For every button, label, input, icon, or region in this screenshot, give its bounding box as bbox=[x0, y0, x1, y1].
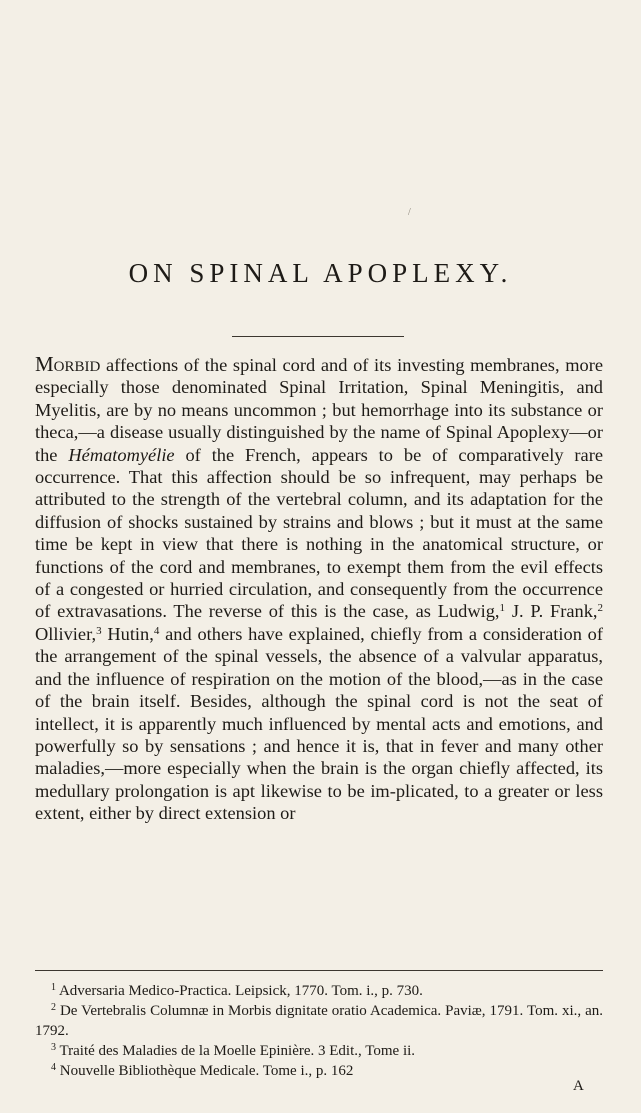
signature-mark: A bbox=[573, 1078, 584, 1094]
body-text-segment: and others have explained, chiefly from a consideration of the arrangement of the spinal vessels, the absence of a valvular apparatus, and the influence of respiration on the motion of the blood,—as in the case of the brain itself. Besides, although the spinal cord is not the seat of intellect, it is apparently much influenced by mental acts and emotions, and powerfully so by sensations ; and hence it is, that in fever and many other maladies,—more especially when the brain is the organ chiefly affected, its medullary prolongation is apt likewise to be im-plicated, to a greater or less extent, either by direct extension or bbox=[35, 623, 604, 824]
footnote-text: Adversaria Medico-Practica. Leipsick, 1770. Tom. i., p. 730. bbox=[58, 983, 423, 999]
body-text-segment: J. P. Frank, bbox=[505, 601, 598, 622]
lead-word: Morbid bbox=[35, 352, 101, 376]
footnote-rule bbox=[35, 970, 603, 971]
footnote-marker: 3 bbox=[51, 1042, 56, 1053]
footnote-1 bbox=[35, 981, 603, 1001]
footnote-text: Traité des Maladies de la Moelle Epinière. 3 Edit., Tome ii. bbox=[59, 1043, 416, 1059]
footnote-2 bbox=[35, 1001, 603, 1041]
body-text-segment: Ollivier, bbox=[35, 623, 97, 644]
footnote-ref-1[interactable]: 1 bbox=[499, 602, 506, 615]
footnote-marker: 1 bbox=[51, 982, 56, 993]
page-title: ON SPINAL APOPLEXY. bbox=[128, 258, 513, 288]
body-text-segment: affections of the spinal cord and of its investing membranes, more especially those denominated Spinal Irritation, Spinal Meningitis, and Myelitis, are by no means uncommon ; but hemorrhage into its substance or theca,—a disease usually distinguished by the name of Spinal Apoplexy—or the bbox=[35, 355, 603, 465]
body-paragraph bbox=[35, 353, 603, 825]
footnote-ref-3[interactable]: 3 bbox=[96, 624, 102, 637]
footnote-list bbox=[35, 981, 603, 1081]
footnote-3 bbox=[35, 1041, 603, 1061]
body-text-segment: Hutin, bbox=[101, 623, 154, 644]
footnote-text: De Vertebralis Columnæ in Morbis dignitate oratio Academica. Paviæ, 1791. Tom. xi., an. 1792. bbox=[35, 1003, 603, 1039]
stray-mark: / bbox=[408, 207, 411, 218]
body-text-segment: of the French, appears to be of comparatively rare occurrence. That this affection should be so infrequent, may perhaps be attributed to the strength of the vertebral column, and its adaptation for the diffusion of shocks sustained by strains and blows ; but it must at the same time be kept in view that there is nothing in the anatomical structure, or functions of the cord and membranes, to exempt them from the evil effects of a congested or hurried circulation, and consequently from the occurrence of extravasations. The reverse of this is the case, as Ludwig, bbox=[35, 444, 603, 622]
footnote-text: Nouvelle Bibliothèque Medicale. Tome i., p. 162 bbox=[59, 1063, 354, 1079]
footnote-marker: 2 bbox=[51, 1002, 56, 1013]
footnote-4 bbox=[35, 1061, 603, 1081]
title-rule bbox=[232, 336, 404, 337]
footnote-ref-2[interactable]: 2 bbox=[597, 602, 603, 615]
footnote-marker: 4 bbox=[51, 1062, 56, 1073]
italic-term: Hématomyélie bbox=[68, 444, 175, 465]
footnote-ref-4[interactable]: 4 bbox=[153, 624, 160, 637]
